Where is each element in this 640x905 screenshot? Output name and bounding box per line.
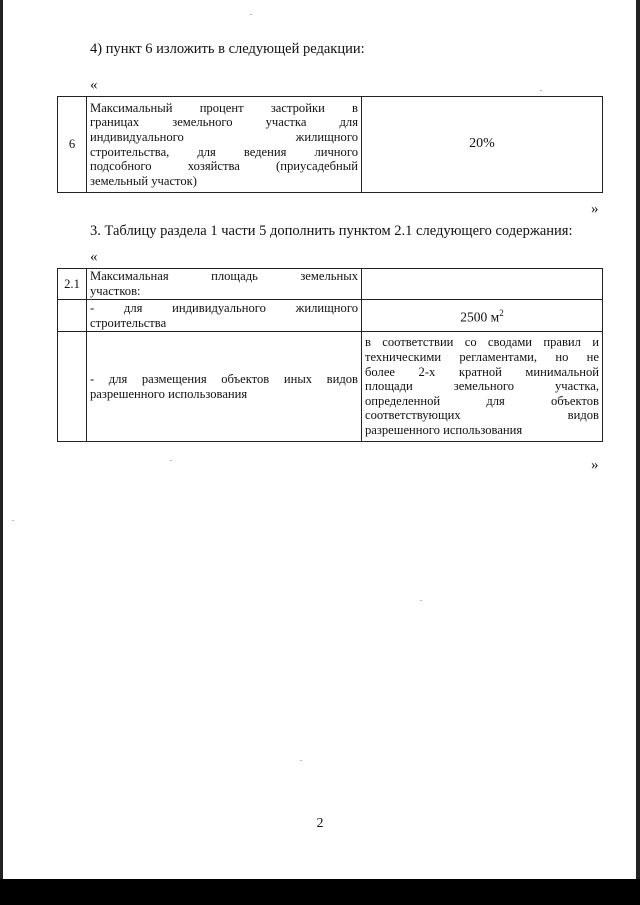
point6-table	[57, 96, 603, 193]
scan-speck	[250, 14, 252, 15]
scan-speck	[300, 760, 302, 761]
title-line: участков:	[90, 284, 141, 298]
section3-heading: 3. Таблицу раздела 1 части 5 дополнить пунктом 2.1 следующего содержания:	[90, 223, 573, 239]
table-row	[58, 300, 603, 332]
label-line: строительства	[90, 315, 167, 330]
point21-empty-number	[58, 300, 87, 332]
row1-value-text: 2500 м	[460, 309, 500, 325]
row1-label	[87, 300, 362, 332]
value-line: площади земельного участка,	[365, 379, 599, 394]
value-line: в соответствии со сводами правил и	[365, 335, 599, 350]
label-line: - для размещения объектов иных видов	[90, 371, 358, 386]
table-row	[58, 332, 603, 442]
description-line: индивидуального жилищного	[90, 129, 358, 144]
point21-number: 2.1	[58, 269, 87, 300]
section3-close-quote: »	[591, 457, 599, 473]
label-line: - для индивидуального жилищного	[90, 300, 358, 315]
section4-heading: 4) пункт 6 изложить в следующей редакции:	[90, 41, 365, 57]
section4-open-quote: «	[90, 77, 98, 93]
scan-speck	[420, 600, 422, 601]
scan-speck	[170, 460, 172, 461]
value-line: определенной для объектов	[365, 393, 599, 408]
table-row	[58, 97, 603, 193]
value-line: разрешенного использования	[365, 422, 523, 437]
value-line: более 2-х кратной минимальной	[365, 364, 599, 379]
point21-empty-number	[58, 332, 87, 442]
row1-value	[362, 300, 603, 332]
value-line: техническими регламентами, но не	[365, 350, 599, 365]
row1-value-sup: 2	[499, 307, 504, 318]
point6-value: 20%	[362, 97, 603, 193]
point21-title	[87, 269, 362, 300]
title-line: Максимальная площадь земельных	[90, 269, 358, 284]
point6-description	[87, 97, 362, 193]
value-line: соответствующих видов	[365, 408, 599, 423]
section3-open-quote: «	[90, 249, 98, 265]
table-row	[58, 269, 603, 300]
row2-label	[87, 332, 362, 442]
scan-speck	[12, 520, 14, 521]
label-line: разрешенного использования	[90, 386, 248, 401]
description-line: земельный участок)	[90, 173, 197, 188]
point21-table	[57, 268, 603, 442]
point21-title-value	[362, 269, 603, 300]
scan-bottom-bar	[0, 879, 640, 905]
description-line: границах земельного участка для	[90, 115, 358, 130]
page-number: 2	[316, 816, 324, 831]
description-line: строительства, для ведения личного	[90, 144, 358, 159]
scan-speck	[540, 90, 542, 91]
row2-value	[362, 332, 603, 442]
point6-number: 6	[58, 97, 87, 193]
description-line: Максимальный процент застройки в	[90, 100, 358, 115]
scan-edge-left	[0, 0, 3, 880]
section4-close-quote: »	[591, 201, 599, 217]
scan-edge-right	[636, 0, 640, 880]
description-line: подсобного хозяйства (приусадебный	[90, 159, 358, 174]
